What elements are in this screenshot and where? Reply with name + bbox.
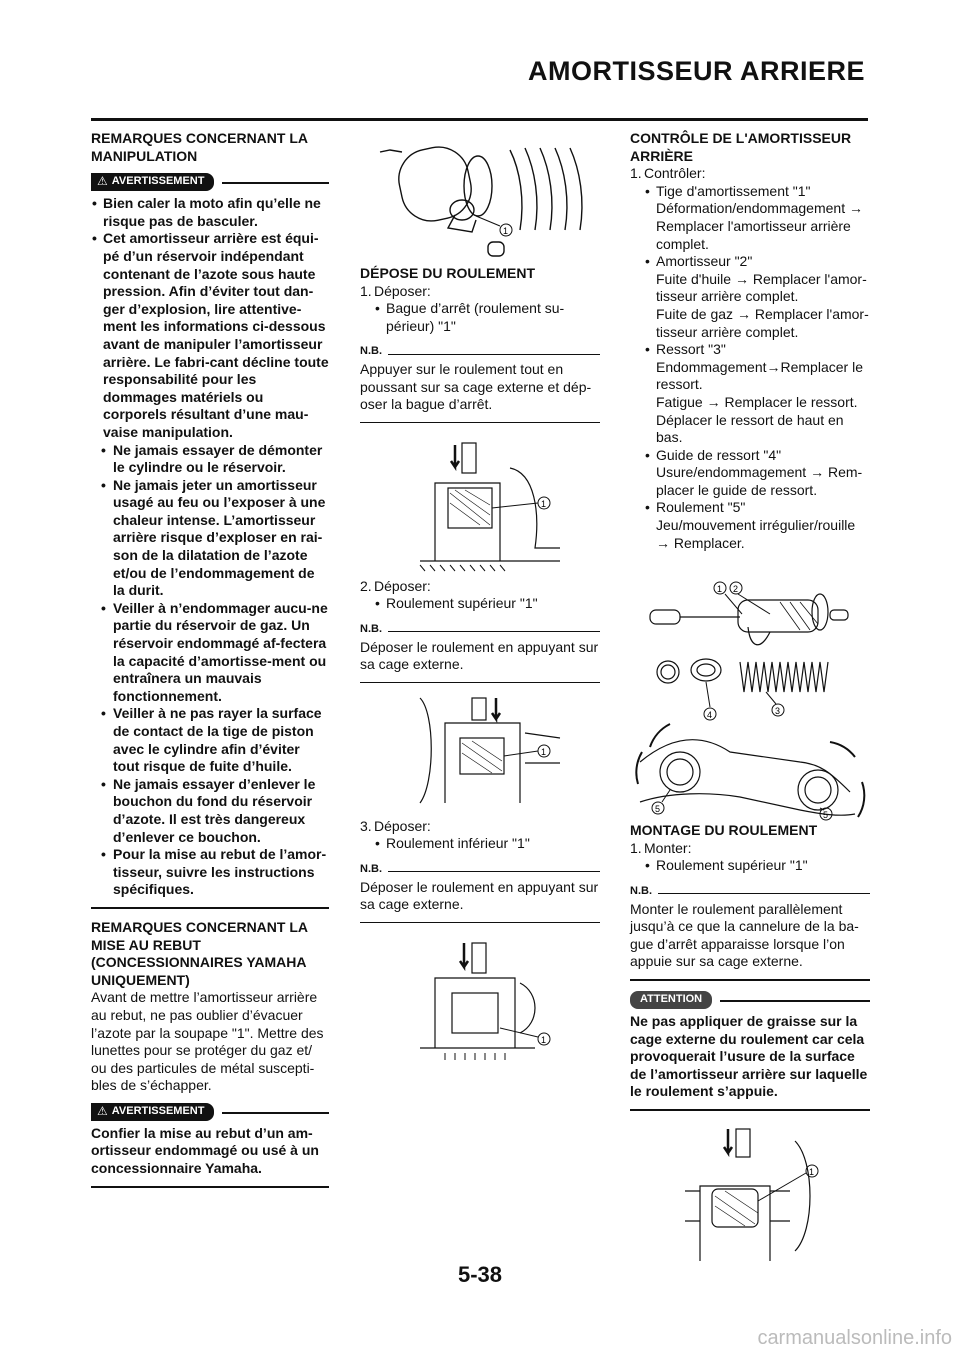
step-item: • Roulement supérieur "1": [644, 857, 870, 875]
callout-5: 5: [823, 810, 829, 821]
step-1: [630, 165, 870, 183]
step-label: Contrôler:: [644, 165, 706, 182]
callout-1: 1: [503, 226, 509, 236]
check-item: [644, 341, 870, 447]
warning-end-rule: [91, 1186, 329, 1188]
warning-list: [91, 195, 329, 441]
nb-header: [360, 343, 600, 361]
step-label: Déposer:: [374, 282, 431, 299]
check-item: [644, 499, 870, 552]
check-item-title: Amortisseur "2": [656, 253, 753, 270]
callout-1: 1: [541, 746, 547, 757]
nb-text: Déposer le roulement en appuyant sur sa cage externe.: [360, 638, 599, 673]
step-label: Déposer:: [374, 577, 431, 594]
figure-install-bearing: [630, 1121, 870, 1261]
nb-label: N.B.: [630, 885, 652, 898]
callout-1: 1: [541, 1034, 547, 1045]
nb-rule: [388, 631, 600, 632]
section-title-inspection: CONTRÔLE DE L'AMORTISSEUR ARRIÈRE: [630, 130, 852, 164]
nb-end-rule: [360, 922, 600, 923]
column-right: [630, 130, 870, 1261]
check-item-line: Déformation/endommagement → Remplacer l'amortisseur arrière complet.: [656, 200, 863, 252]
nb-text: Appuyer sur le roulement tout en poussant sur sa cage externe et dép-oser la bague d’arrêt.: [360, 360, 592, 413]
step-item: • Bague d’arrêt (roulement su-périeur) "1": [374, 300, 600, 335]
check-item-line: Endommagement→Remplacer le ressort.: [656, 358, 863, 393]
watermark-url: carmanualsonline.info: [757, 1327, 952, 1349]
attention-header: [630, 991, 870, 1009]
page-number: 5-38: [457, 1262, 503, 1287]
figure-shock-nitrogen-valve: [360, 130, 600, 265]
warning-rule: [222, 182, 329, 184]
warning-end-rule: [91, 907, 329, 909]
warning-item: • Bien caler la moto afin qu’elle ne risque pas de basculer.: [91, 195, 329, 230]
figure-remove-circlip: [360, 433, 600, 578]
step-2: [360, 578, 600, 596]
step-number: 2.: [360, 577, 372, 594]
nb-label: N.B.: [360, 622, 382, 635]
nb-label: N.B.: [360, 862, 382, 875]
nb-rule: [388, 871, 600, 872]
warning-label: AVERTISSEMENT: [111, 175, 205, 188]
check-item-title: Roulement "5": [656, 499, 746, 516]
warning-text-disposal: Confier la mise au rebut d’un am-ortisseur endommagé ou usé à un concessionnaire Yamaha.: [91, 1124, 319, 1177]
step-3-items: [360, 835, 600, 853]
step-item: • Roulement inférieur "1": [374, 835, 600, 853]
attention-badge: ATTENTION: [630, 991, 712, 1009]
check-item: [644, 183, 870, 253]
sub-warning-item: • Ne jamais essayer de démonter le cylindre ou le réservoir.: [91, 442, 329, 477]
nb-rule: [388, 354, 600, 355]
step-3: [360, 818, 600, 836]
page-title: AMORTISSEUR ARRIERE: [527, 56, 865, 86]
attention-end-rule: [630, 1109, 870, 1111]
check-item-line: Fatigue → Remplacer le ressort. Déplacer le ressort de haut en bas.: [656, 393, 858, 446]
sub-warning-item: • Ne jamais essayer d’enlever le bouchon du fond du réservoir d’azote. Il est très dangereux d’enlever ce bouchon.: [91, 776, 329, 846]
check-item: [644, 253, 870, 341]
sub-warning-item: • Veiller à n’endommager aucu-ne partie du réservoir de gaz. Un réservoir endommagé af-fectera la capacité d’amortisse-ment ou entraînera un mauvais fonctionnement.: [91, 600, 329, 706]
title-rule: [91, 118, 868, 121]
nb-end-rule: [630, 979, 870, 981]
install-items: [630, 857, 870, 875]
figure-remove-upper-bearing: [360, 693, 600, 818]
attention-text: Ne pas appliquer de graisse sur la cage externe du roulement car cela provoquerait l’usure de la surface de l’amortisseur arrière sur laquelle le roulement s’appuie.: [630, 1013, 868, 1100]
step-1-items: [360, 300, 600, 335]
step-number: 1.: [360, 282, 372, 299]
nb-text: Déposer le roulement en appuyant sur sa cage externe.: [360, 878, 599, 913]
step-1-install: [630, 840, 870, 858]
disposal-body: Avant de mettre l’amortisseur arrière au rebut, ne pas oublier d’évacuer l’azote par la soupape "1". Mettre des lunettes pour se protéger du gaz et/ ou des particules de métal suscepti-bles de s’échapper.: [91, 989, 324, 1094]
step-item: • Roulement supérieur "1": [374, 595, 600, 613]
callout-1: 1: [541, 498, 547, 509]
step-number: 1.: [630, 165, 642, 182]
step-1: [360, 283, 600, 301]
section-title-bearing-install: MONTAGE DU ROULEMENT: [630, 822, 818, 839]
warning-header-2: [91, 1103, 329, 1121]
section-title-bearing-removal: DÉPOSE DU ROULEMENT: [360, 265, 536, 281]
callout-2: 2: [733, 584, 739, 595]
sub-warning-item: • Pour la mise au rebut de l’amor-tisseur, suivre les instructions spécifiques.: [91, 846, 329, 899]
figure-remove-lower-bearing: [360, 933, 600, 1063]
nb-header: [630, 883, 870, 901]
sub-warning-list: [91, 442, 329, 899]
check-item-title: Tige d'amortissement "1": [656, 182, 811, 199]
warning-item: • Cet amortisseur arrière est équi-pé d’un réservoir indépendant contenant de l’azote sous haute pression. Afin d’éviter tout dan-ger d’explosion, lire attentive-ment les informations ci-dessous avant de manipuler l’amortisseur arrière. Le fabri-cant décline toute responsabilité pour les dommages matériels ou corporels résultant d’une mau-vaise manipulation.: [91, 230, 329, 441]
warning-header: [91, 173, 329, 191]
check-item-line: Fuite de gaz → Remplacer l'amor-tisseur arrière complet.: [656, 305, 869, 340]
check-item-line: Fuite d'huile → Remplacer l'amor-tisseur arrière complet.: [656, 270, 867, 305]
step-number: 1.: [630, 839, 642, 856]
warning-label: AVERTISSEMENT: [111, 1105, 205, 1118]
callout-4: 4: [707, 710, 713, 721]
callout-1: 1: [809, 1166, 815, 1177]
attention-rule: [720, 1000, 870, 1002]
callout-5: 5: [655, 804, 661, 815]
sub-warning-item: • Veiller à ne pas rayer la surface de contact de la tige de piston avec le cylindre afin d’éviter tout risque de fuite d’huile.: [91, 705, 329, 775]
step-label: Déposer:: [374, 817, 431, 834]
nb-rule: [658, 893, 870, 894]
nb-header: [360, 621, 600, 639]
warning-triangle-icon: ⚠: [97, 1104, 108, 1119]
figure-shock-components: [630, 552, 870, 822]
warning-triangle-icon: ⚠: [97, 174, 108, 189]
check-item-line: Usure/endommagement → Rem-placer le guide de ressort.: [656, 464, 863, 498]
warning-rule: [222, 1112, 329, 1114]
section-title-handling: REMARQUES CONCERNANT LA MANIPULATION: [91, 130, 308, 164]
check-item: [644, 447, 870, 500]
warning-badge: [91, 1103, 214, 1121]
check-item-title: Guide de ressort "4": [656, 446, 782, 463]
column-middle: [360, 130, 600, 1063]
check-item-title: Ressort "3": [656, 341, 726, 358]
step-label: Monter:: [644, 839, 692, 856]
warning-badge: [91, 173, 214, 191]
callout-1: 1: [717, 584, 723, 595]
step-number: 3.: [360, 817, 372, 834]
callout-3: 3: [775, 706, 781, 717]
column-left: [91, 130, 329, 1198]
nb-text: Monter le roulement parallèlement jusqu’à ce que la cannelure de la ba-gue d’arrêt apparaisse lorsque l’on appuie sur sa cage externe.: [630, 900, 859, 970]
nb-label: N.B.: [360, 345, 382, 358]
check-list: [630, 183, 870, 552]
step-2-items: [360, 595, 600, 613]
nb-end-rule: [360, 422, 600, 423]
sub-warning-item: • Ne jamais jeter un amortisseur usagé au feu ou l’exposer à une chaleur intense. L’amortisseur arrière risque d’exploser en rai-son de la dilatation de l’azote et/ou de l’endommagement de la durit.: [91, 477, 329, 600]
section-title-disposal: REMARQUES CONCERNANT LA MISE AU REBUT (CONCESSIONNAIRES YAMAHA UNIQUEMENT): [91, 918, 308, 988]
nb-end-rule: [360, 682, 600, 683]
check-item-line: Jeu/mouvement irrégulier/rouille → Remplacer.: [656, 517, 856, 551]
nb-header: [360, 861, 600, 879]
